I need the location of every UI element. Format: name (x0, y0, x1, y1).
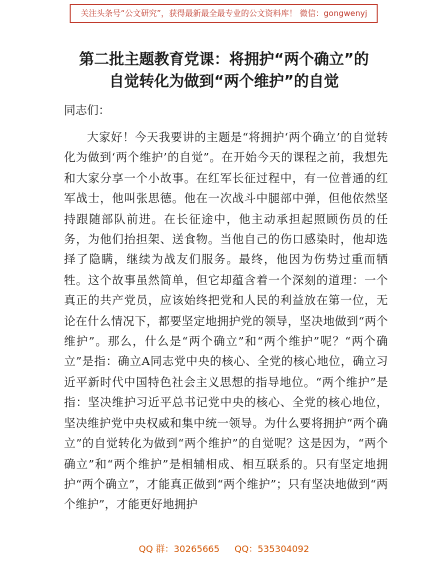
salutation: 同志们： (64, 103, 110, 117)
footer-qq: QQ：535304092 (234, 545, 310, 555)
footer-qq-group: QQ 群：30265665 (138, 545, 220, 555)
promo-banner: 关注头条号“公文研究”，获得最新最全最专业的公文资料库！ 微信：gongwenyj (70, 4, 378, 23)
footer-contact (0, 542, 448, 555)
title-line-2: 自觉转化为做到“两个维护”的自觉 (109, 72, 339, 90)
body-paragraph: 大家好！今天我要讲的主题是“将拥护‘两个确立’的自觉转化为做到‘两个维护’的自觉”。在开始今天的课程之前，我想先和大家分享一个小故事。在红军长征过程中，有一位普通的红军战士，他叫张思德。他在一次战斗中腿部中弹，但他依然坚持跟随部队前进。在长征途中，他主动承担起照顾伤员的任务，为他们抬担架、送食物。当他自己的伤口感染时，他却选择了隐瞒，继续为战友们服务。最终，他因为伤势过重而牺牲。这个故事虽然简单，但它却蕴含着一个深刻的道理：一个真正的共产党员，应该始终把党和人民的利益放在第一位，无论在什么情况下，都要坚定地拥护党的领导，坚决地做到“两个维护”。那么，什么是“两个确立”和“两个维护”呢？“两个确立”是指：确立A同志党中央的核心、全党的核心地位，确立习近平新时代中国特色社会主义思想的指导地位。“两个维护”是指：坚决维护习近平总书记党中央的核心、全党的核心地位，坚决维护党中央权威和集中统一领导。为什么要将拥护“两个确立”的自觉转化为做到“两个维护”的自觉呢？这是因为，“两个确立”和“两个维护”是相辅相成、相互联系的。只有坚定地拥护“两个确立”，才能真正做到“两个维护”；只有坚决地做到“两个维护”，才能更好地拥护 (64, 130, 388, 512)
title-line-1: 第二批主题教育党课：将拥护“两个确立”的 (79, 50, 369, 68)
page-title (40, 48, 408, 92)
